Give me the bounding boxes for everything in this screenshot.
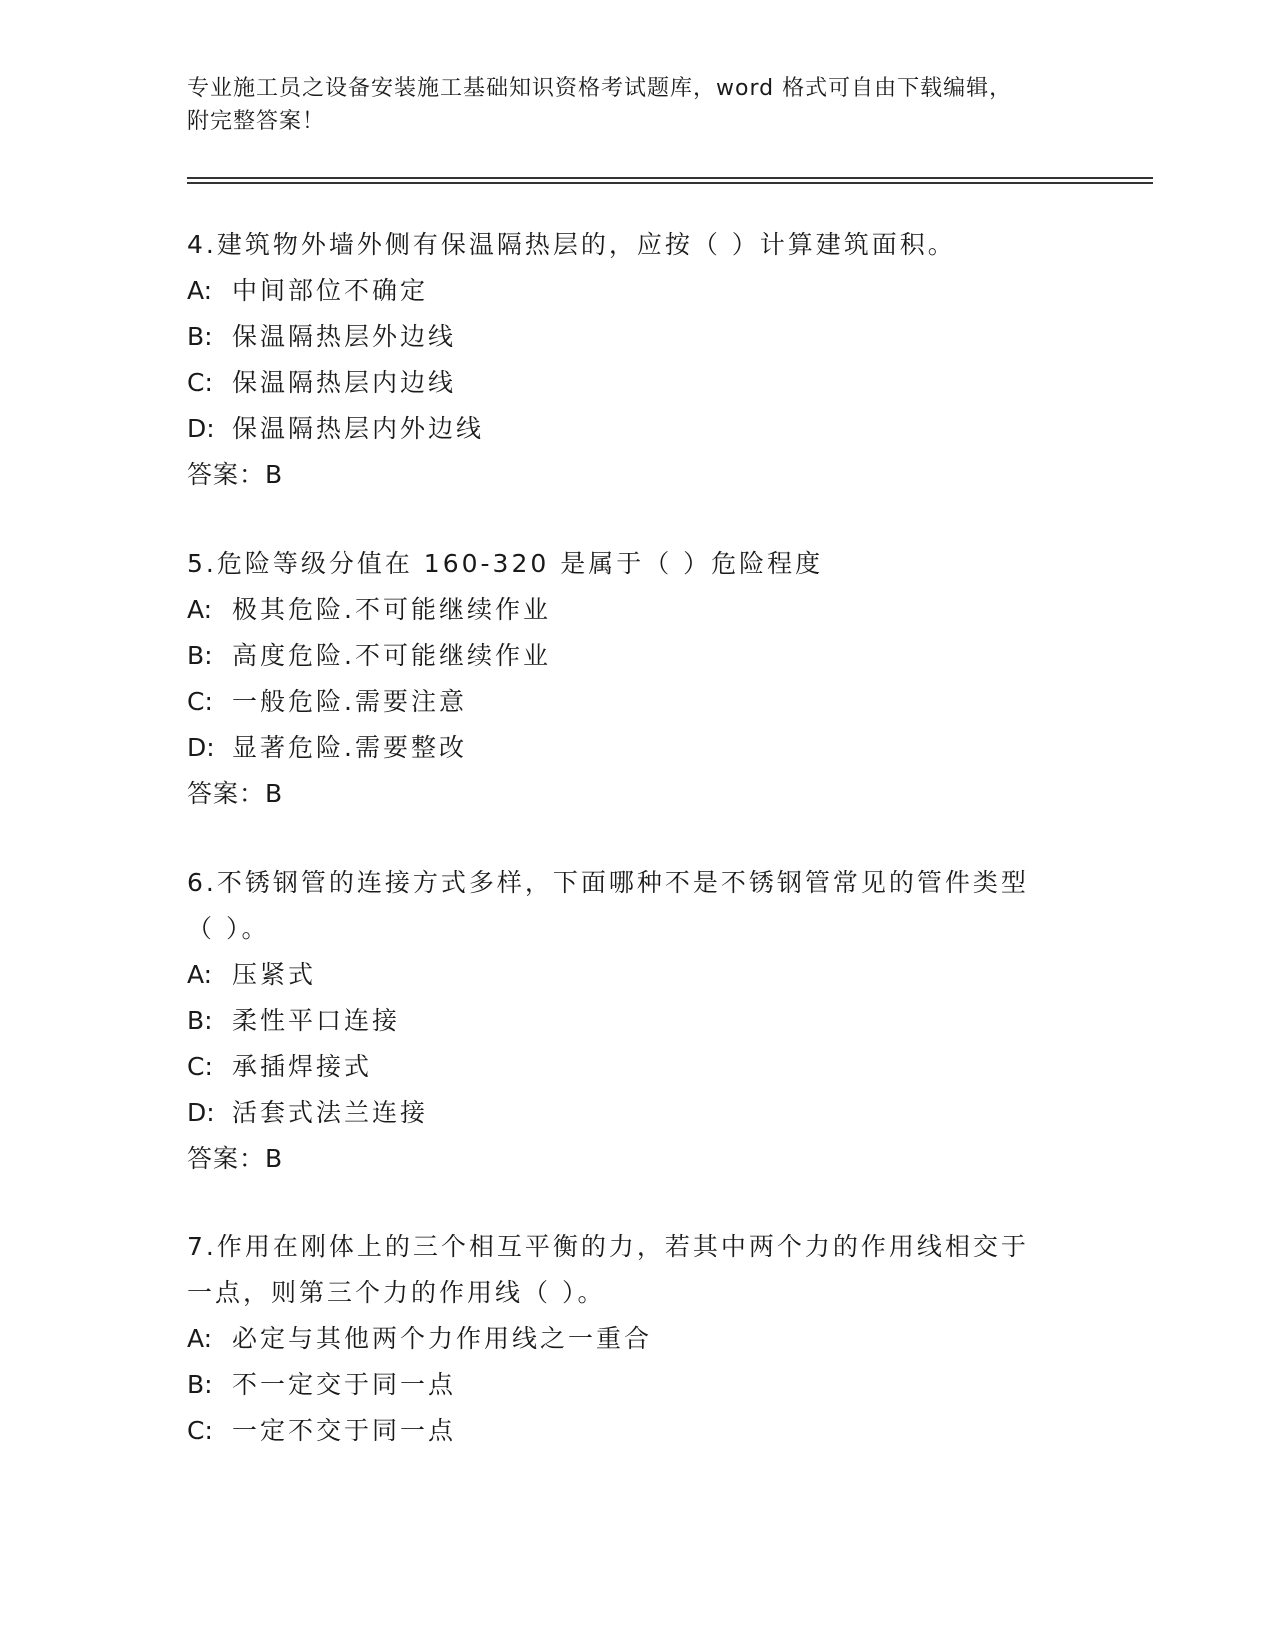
option-b: [187, 633, 1087, 679]
option-text: 一定不交于同一点: [232, 1416, 457, 1445]
option-key: C:: [187, 1416, 213, 1445]
question-stem-line: 4.建筑物外墙外侧有保温隔热层的，应按（ ）计算建筑面积。: [187, 230, 956, 259]
header-line-2: 附完整答案！: [187, 109, 326, 134]
document-header: [187, 72, 1067, 138]
question-4: [187, 222, 1087, 498]
option-key: D:: [187, 1098, 215, 1127]
option-text: 必定与其他两个力作用线之一重合: [232, 1324, 653, 1353]
option-key: C:: [187, 687, 213, 716]
question-stem: [187, 860, 1087, 952]
option-a: [187, 587, 1087, 633]
option-key: A:: [187, 960, 213, 989]
option-text: 一般危险.需要注意: [232, 687, 467, 716]
option-text: 显著危险.需要整改: [232, 733, 467, 762]
option-key: A:: [187, 276, 213, 305]
option-text: 高度危险.不可能继续作业: [232, 641, 551, 670]
header-divider-bottom: [187, 182, 1153, 184]
option-c: [187, 679, 1087, 725]
option-a: [187, 1316, 1087, 1362]
header-line-1: 专业施工员之设备安装施工基础知识资格考试题库，word 格式可自由下载编辑，: [187, 76, 1013, 101]
question-7: [187, 1224, 1087, 1454]
option-c: [187, 1408, 1087, 1454]
option-d: [187, 406, 1087, 452]
option-key: D:: [187, 733, 215, 762]
question-stem-line: 一点，则第三个力的作用线（ ）。: [187, 1278, 606, 1307]
option-key: C:: [187, 368, 213, 397]
option-a: [187, 952, 1087, 998]
question-stem: [187, 541, 1087, 587]
option-d: [187, 725, 1087, 771]
option-key: B:: [187, 1006, 213, 1035]
option-text: 保温隔热层内边线: [232, 368, 457, 397]
option-key: B:: [187, 322, 213, 351]
option-a: [187, 268, 1087, 314]
option-text: 极其危险.不可能继续作业: [232, 595, 551, 624]
option-c: [187, 1044, 1087, 1090]
question-6: [187, 860, 1087, 1182]
question-stem-line: 5.危险等级分值在 160-320 是属于（ ）危险程度: [187, 549, 824, 578]
option-key: C:: [187, 1052, 213, 1081]
header-divider-top: [187, 177, 1153, 179]
option-text: 柔性平口连接: [232, 1006, 401, 1035]
option-text: 保温隔热层内外边线: [232, 414, 485, 443]
option-text: 活套式法兰连接: [232, 1098, 429, 1127]
option-text: 保温隔热层外边线: [232, 322, 457, 351]
question-stem-line: 6.不锈钢管的连接方式多样，下面哪种不是不锈钢管常见的管件类型: [187, 868, 1029, 897]
option-c: [187, 360, 1087, 406]
option-b: [187, 314, 1087, 360]
option-d: [187, 1090, 1087, 1136]
answer-line: 答案：B: [187, 779, 284, 808]
answer-line: 答案：B: [187, 460, 284, 489]
question-5: [187, 541, 1087, 817]
option-key: D:: [187, 414, 215, 443]
option-text: 不一定交于同一点: [232, 1370, 457, 1399]
question-stem: [187, 222, 1087, 268]
option-b: [187, 1362, 1087, 1408]
option-text: 中间部位不确定: [232, 276, 429, 305]
answer-line: 答案：B: [187, 1144, 284, 1173]
question-stem-line: （ ）。: [187, 914, 270, 943]
option-key: B:: [187, 1370, 213, 1399]
option-key: B:: [187, 641, 213, 670]
option-text: 承插焊接式: [232, 1052, 373, 1081]
option-key: A:: [187, 1324, 213, 1353]
option-key: A:: [187, 595, 213, 624]
question-stem: [187, 1224, 1087, 1316]
option-b: [187, 998, 1087, 1044]
question-stem-line: 7.作用在刚体上的三个相互平衡的力，若其中两个力的作用线相交于: [187, 1232, 1029, 1261]
option-text: 压紧式: [232, 960, 317, 989]
